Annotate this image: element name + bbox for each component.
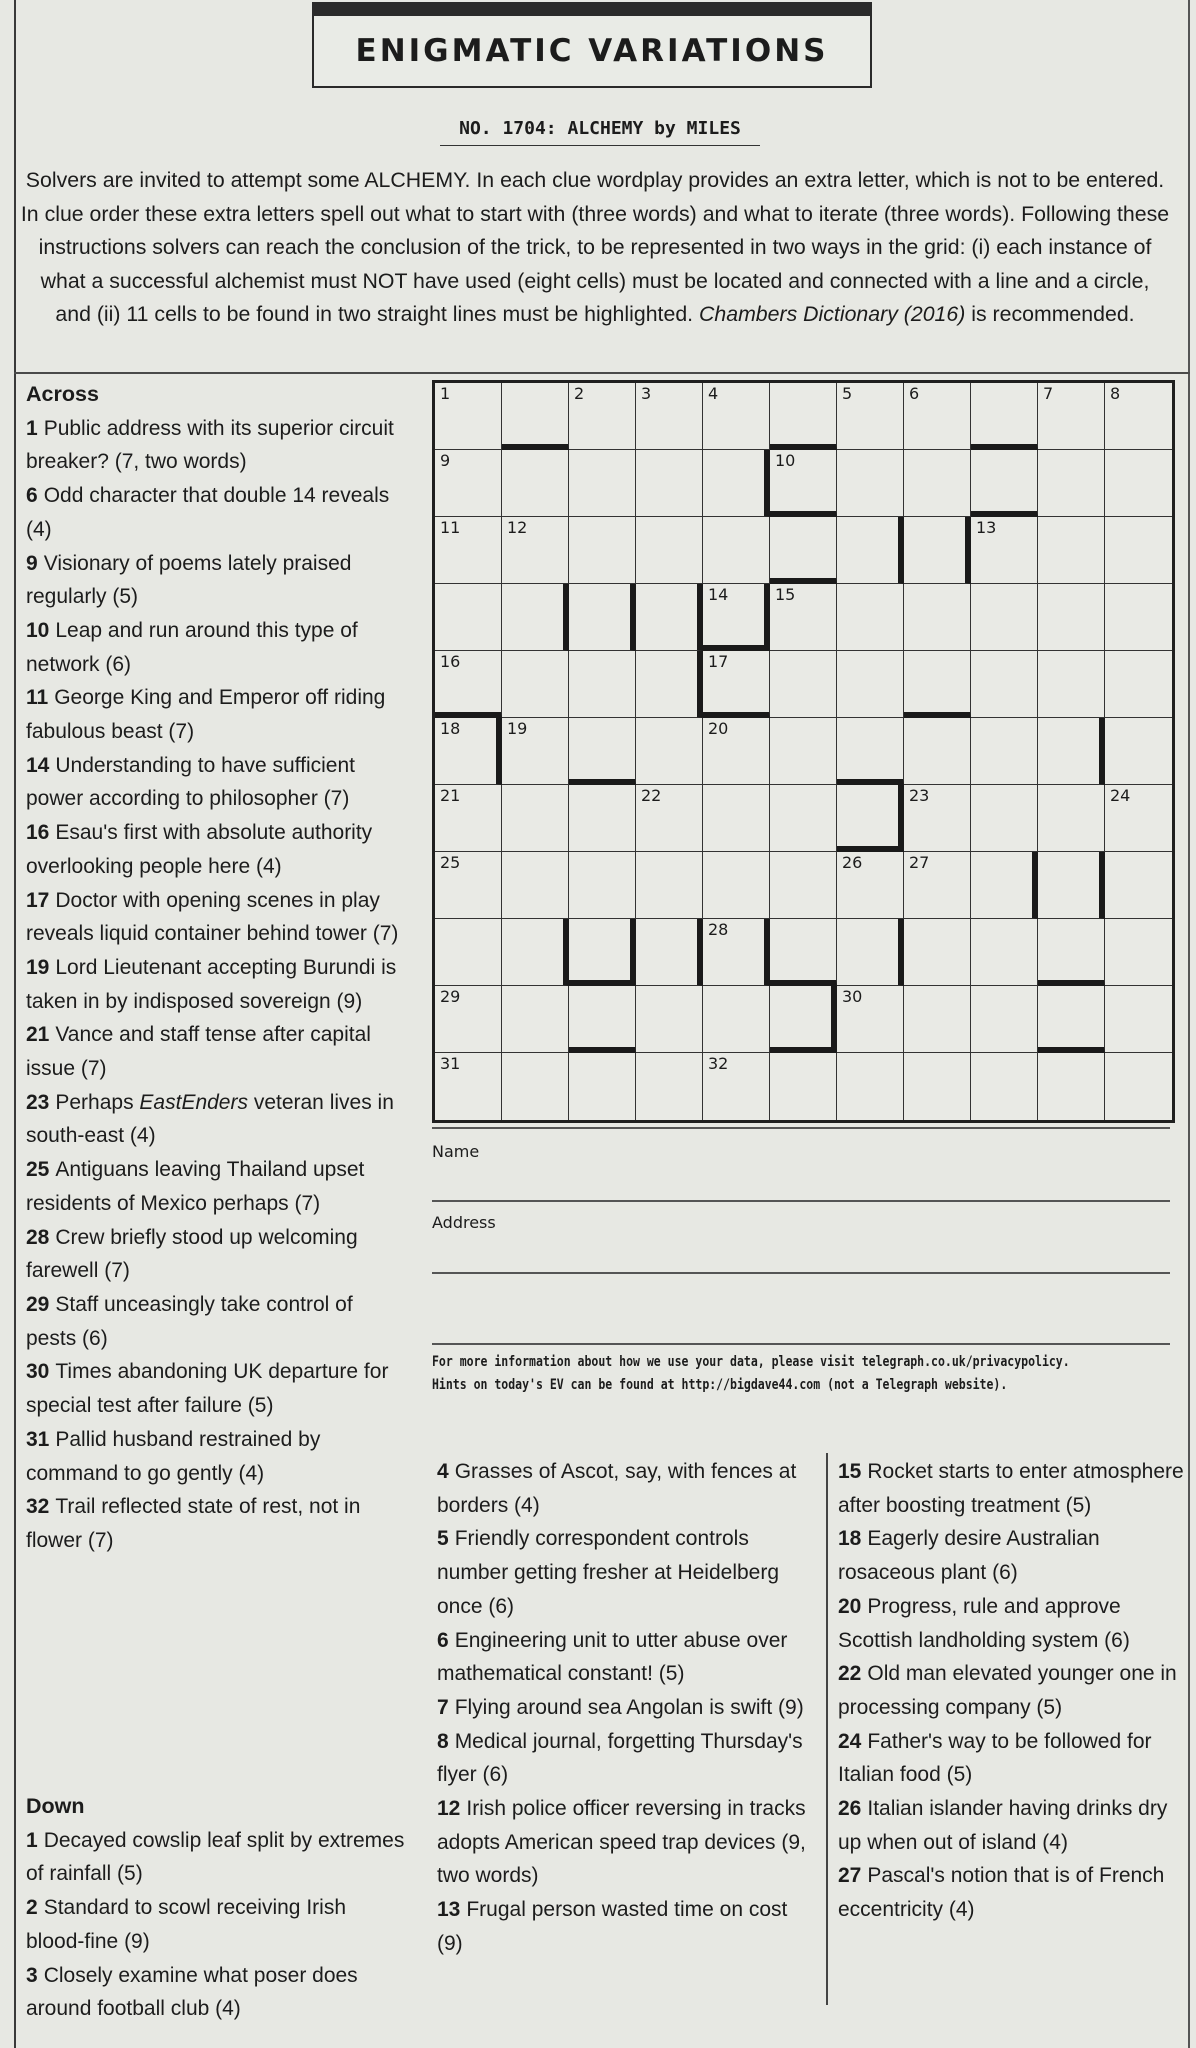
grid-cell[interactable] xyxy=(1038,718,1105,785)
grid-cell[interactable] xyxy=(904,383,971,450)
clue-text: Closely examine what poser does around football club (4) xyxy=(26,1963,358,2021)
cell-number: 10 xyxy=(775,451,796,470)
grid-cell[interactable] xyxy=(837,1053,904,1120)
cell-number: 16 xyxy=(440,652,461,671)
clue-number: 18 xyxy=(838,1527,862,1551)
clue-text: veteran lives in south-east (4) xyxy=(26,1090,394,1148)
grid-cell[interactable] xyxy=(502,383,569,450)
clue-text: Decayed cowslip leaf split by extremes of rainfall (5) xyxy=(26,1828,405,1886)
cell-number: 11 xyxy=(440,518,461,537)
grid-cell[interactable] xyxy=(1105,1053,1172,1120)
clue-number: 23 xyxy=(26,1090,50,1114)
grid-cell[interactable] xyxy=(904,651,971,718)
down-clue-18[interactable] xyxy=(838,1522,1188,1589)
clue-number: 8 xyxy=(437,1729,449,1753)
grid-cell[interactable] xyxy=(569,852,636,919)
preamble-end: is recommended. xyxy=(965,302,1135,326)
name-line[interactable] xyxy=(432,1200,1170,1202)
clue-number: 31 xyxy=(26,1427,50,1451)
grid-cell[interactable] xyxy=(770,517,837,584)
grid-cell[interactable] xyxy=(435,584,502,651)
form-line-top xyxy=(432,1127,1170,1129)
clue-text: Antiguans leaving Thailand upset residents of Mexico perhaps (7) xyxy=(26,1158,365,1215)
grid-cell[interactable] xyxy=(435,718,502,785)
cell-number: 2 xyxy=(574,384,585,403)
grid-cell[interactable] xyxy=(435,517,502,584)
grid-cell[interactable] xyxy=(837,852,904,919)
grid-cell[interactable] xyxy=(435,785,502,852)
cell-number: 15 xyxy=(775,585,796,604)
clue-number: 17 xyxy=(26,888,50,912)
cell-number: 30 xyxy=(842,987,863,1006)
grid-cell[interactable] xyxy=(636,1053,703,1120)
across-clue-17[interactable] xyxy=(26,884,404,951)
grid-cell[interactable] xyxy=(837,383,904,450)
clue-text: Doctor with opening scenes in play reveals liquid container behind tower (7) xyxy=(26,888,399,946)
crossword-grid[interactable] xyxy=(432,380,1175,1123)
clue-text: Frugal person wasted time on cost (9) xyxy=(437,1898,788,1955)
cell-number: 5 xyxy=(842,384,853,403)
grid-cell[interactable] xyxy=(1038,450,1105,517)
grid-cell[interactable] xyxy=(1105,919,1172,986)
address-label: Address xyxy=(432,1213,496,1232)
clue-text: Lord Lieutenant accepting Burundi is taken in by indisposed sovereign (9) xyxy=(26,955,397,1013)
grid-cell[interactable] xyxy=(971,785,1038,852)
grid-cell[interactable] xyxy=(971,1053,1038,1120)
grid-cell[interactable] xyxy=(971,651,1038,718)
down-clue-22[interactable] xyxy=(838,1657,1188,1724)
clue-number: 5 xyxy=(437,1527,449,1551)
grid-cell[interactable] xyxy=(435,651,502,718)
page-title: ENIGMATIC VARIATIONS xyxy=(355,33,829,69)
grid-cell[interactable] xyxy=(435,986,502,1053)
puzzle-subtitle: NO. 1704: ALCHEMY by MILES xyxy=(440,118,760,146)
grid-cell[interactable] xyxy=(1105,517,1172,584)
grid-cell[interactable] xyxy=(435,1053,502,1120)
cell-number: 31 xyxy=(440,1054,461,1073)
cell-number: 6 xyxy=(909,384,920,403)
clue-number: 32 xyxy=(26,1495,50,1519)
clue-number: 19 xyxy=(26,955,50,979)
hints-note: Hints on today's EV can be found at http://bigdave44.com (not a Telegraph website). xyxy=(432,1377,1008,1393)
across-clue-30[interactable] xyxy=(26,1355,404,1422)
clue-number: 30 xyxy=(26,1360,50,1384)
grid-cell[interactable] xyxy=(1105,584,1172,651)
grid-cell[interactable] xyxy=(1038,383,1105,450)
cell-number: 21 xyxy=(440,786,461,805)
cell-number: 27 xyxy=(909,853,930,872)
clue-text-italic: EastEnders xyxy=(139,1090,248,1114)
address-line-2[interactable] xyxy=(432,1343,1170,1345)
grid-cell[interactable] xyxy=(1105,651,1172,718)
clue-text: Trail reflected state of rest, not in flower (7) xyxy=(26,1495,361,1552)
grid-cell[interactable] xyxy=(837,919,904,986)
clue-number: 11 xyxy=(26,686,49,710)
grid-cell[interactable] xyxy=(435,383,502,450)
cell-number: 20 xyxy=(708,719,729,738)
grid-cell[interactable] xyxy=(971,986,1038,1053)
clue-number: 1 xyxy=(26,416,38,440)
grid-cell[interactable] xyxy=(1038,517,1105,584)
grid-cell[interactable] xyxy=(770,450,837,517)
cell-number: 4 xyxy=(708,384,719,403)
cell-number: 26 xyxy=(842,853,863,872)
clue-text: Pascal's notion that is of French eccentricity (4) xyxy=(838,1864,1165,1922)
down-clue-27[interactable] xyxy=(838,1859,1188,1926)
across-clue-16[interactable] xyxy=(26,816,404,883)
name-label: Name xyxy=(432,1142,480,1161)
grid-cell[interactable] xyxy=(502,852,569,919)
grid-cell[interactable] xyxy=(636,852,703,919)
clue-text: Engineering unit to utter abuse over mathematical constant! (5) xyxy=(437,1628,788,1686)
cell-number: 7 xyxy=(1043,384,1054,403)
clue-number: 2 xyxy=(26,1896,38,1920)
grid-cell[interactable] xyxy=(569,919,636,986)
cell-number: 19 xyxy=(507,719,528,738)
grid-cell[interactable] xyxy=(1105,450,1172,517)
across-clue-11[interactable] xyxy=(26,681,404,748)
down-clue-7[interactable] xyxy=(437,1691,817,1725)
grid-cell[interactable] xyxy=(770,584,837,651)
grid-cell[interactable] xyxy=(1038,1053,1105,1120)
grid-cell[interactable] xyxy=(971,718,1038,785)
grid-cell[interactable] xyxy=(1105,852,1172,919)
cell-number: 3 xyxy=(641,384,652,403)
grid-cell[interactable] xyxy=(636,919,703,986)
clue-number: 13 xyxy=(437,1898,461,1922)
grid-cell[interactable] xyxy=(770,852,837,919)
grid-cell[interactable] xyxy=(1105,718,1172,785)
grid-cell[interactable] xyxy=(502,517,569,584)
across-clue-23[interactable] xyxy=(26,1086,404,1153)
grid-cell[interactable] xyxy=(569,986,636,1053)
grid-cell[interactable] xyxy=(502,785,569,852)
clue-text: George King and Emperor off riding fabulous beast (7) xyxy=(26,686,386,744)
grid-cell[interactable] xyxy=(1038,651,1105,718)
across-heading: Across xyxy=(26,382,99,406)
across-clue-10[interactable] xyxy=(26,614,404,681)
across-clue-6[interactable] xyxy=(26,479,404,546)
grid-cell[interactable] xyxy=(569,785,636,852)
across-clue-25[interactable] xyxy=(26,1153,404,1220)
clue-number: 15 xyxy=(838,1460,862,1483)
clue-number: 12 xyxy=(437,1797,461,1821)
grid-cell[interactable] xyxy=(904,986,971,1053)
down-clue-2[interactable] xyxy=(26,1891,406,1958)
down-clue-15[interactable] xyxy=(838,1455,1188,1522)
down-clue-5[interactable] xyxy=(437,1522,817,1623)
address-line-1[interactable] xyxy=(432,1272,1170,1274)
preamble xyxy=(20,164,1170,332)
grid-cell[interactable] xyxy=(636,584,703,651)
privacy-note: For more information about how we use your data, please visit telegraph.co.uk/privacypolicy. xyxy=(432,1354,1070,1370)
cell-number: 32 xyxy=(708,1054,729,1073)
clue-number: 29 xyxy=(26,1292,50,1316)
clue-text: Standard to scowl receiving Irish blood-fine (9) xyxy=(26,1896,346,1953)
clue-text: Italian islander having drinks dry up when out of island (4) xyxy=(838,1797,1168,1854)
grid-cell[interactable] xyxy=(837,986,904,1053)
clue-text: Pallid husband restrained by command to go gently (4) xyxy=(26,1427,321,1485)
across-clue-9[interactable] xyxy=(26,547,404,614)
grid-cell[interactable] xyxy=(971,383,1038,450)
cell-number: 1 xyxy=(440,384,451,403)
grid-cell[interactable] xyxy=(502,651,569,718)
preamble-text: Solvers are invited to attempt some ALCHEMY. In each clue wordplay provides an extra letter, which is not to be entered. In clue order these extra letters spell out what to start with (three words) and what to iterate (three words). Following these instructions solvers can reach the conclusion of the trick, to be represented in two ways in the grid: (i) each instance of what a successful alchemist must NOT have used (eight cells) must be located and connected with a line and a circle, and (ii) 11 cells to be found in two straight lines must be highlighted. xyxy=(20,168,1170,326)
grid-cell[interactable] xyxy=(904,919,971,986)
grid-cell[interactable] xyxy=(971,450,1038,517)
across-clue-14[interactable] xyxy=(26,749,404,816)
across-clue-19[interactable] xyxy=(26,951,404,1018)
clue-number: 10 xyxy=(26,618,50,642)
cell-number: 28 xyxy=(708,920,729,939)
grid-cell[interactable] xyxy=(703,986,770,1053)
grid-cell[interactable] xyxy=(703,383,770,450)
grid-cell[interactable] xyxy=(837,450,904,517)
right-border xyxy=(1188,0,1190,2048)
clue-number: 20 xyxy=(838,1594,862,1618)
grid-cell[interactable] xyxy=(636,718,703,785)
grid-cell[interactable] xyxy=(502,919,569,986)
clue-text: Esau's first with absolute authority overlooking people here (4) xyxy=(26,821,373,878)
clue-text: Crew briefly stood up welcoming farewell (7) xyxy=(26,1225,358,1283)
cell-number: 13 xyxy=(976,518,997,537)
clue-number: 14 xyxy=(26,753,50,777)
grid-cell[interactable] xyxy=(770,383,837,450)
grid-cell[interactable] xyxy=(904,785,971,852)
clue-text: Friendly correspondent controls number getting fresher at Heidelberg once (6) xyxy=(437,1527,780,1618)
grid-cell[interactable] xyxy=(904,718,971,785)
cell-number: 23 xyxy=(909,786,930,805)
clue-number: 6 xyxy=(26,484,38,508)
down-clue-26[interactable] xyxy=(838,1792,1188,1859)
clue-number: 1 xyxy=(26,1828,38,1852)
grid-cell[interactable] xyxy=(770,651,837,718)
grid-cell[interactable] xyxy=(1105,986,1172,1053)
grid-cell[interactable] xyxy=(837,785,904,852)
grid-cell[interactable] xyxy=(837,584,904,651)
grid-cell[interactable] xyxy=(1038,986,1105,1053)
cell-number: 18 xyxy=(440,719,461,738)
across-clue-31[interactable] xyxy=(26,1423,404,1490)
across-clue-21[interactable] xyxy=(26,1018,404,1085)
grid-cell[interactable] xyxy=(502,718,569,785)
grid-cell[interactable] xyxy=(502,450,569,517)
grid-cell[interactable] xyxy=(703,651,770,718)
grid-cell[interactable] xyxy=(502,1053,569,1120)
grid-cell[interactable] xyxy=(837,517,904,584)
clue-text: Father's way to be followed for Italian food (5) xyxy=(838,1729,1152,1787)
grid-cell[interactable] xyxy=(971,852,1038,919)
grid-cell[interactable] xyxy=(904,1053,971,1120)
down-clue-1[interactable] xyxy=(26,1824,406,1891)
grid-cell[interactable] xyxy=(569,450,636,517)
cell-number: 17 xyxy=(708,652,729,671)
clue-number: 9 xyxy=(26,551,38,575)
grid-cell[interactable] xyxy=(569,718,636,785)
grid-cell[interactable] xyxy=(770,1053,837,1120)
down-clue-6[interactable] xyxy=(437,1624,817,1691)
cell-number: 8 xyxy=(1110,384,1121,403)
grid-cell[interactable] xyxy=(502,986,569,1053)
clue-number: 27 xyxy=(838,1864,862,1888)
clue-text: Medical journal, forgetting Thursday's flyer (6) xyxy=(437,1729,803,1787)
grid-cell[interactable] xyxy=(435,919,502,986)
clue-text: Rocket starts to enter atmosphere after boosting treatment (5) xyxy=(838,1460,1184,1517)
grid-cell[interactable] xyxy=(636,450,703,517)
grid-cell[interactable] xyxy=(636,517,703,584)
cell-number: 14 xyxy=(708,585,729,604)
grid-cell[interactable] xyxy=(569,1053,636,1120)
across-clue-32[interactable] xyxy=(26,1490,404,1557)
grid-cell[interactable] xyxy=(1038,785,1105,852)
grid-cell[interactable] xyxy=(703,584,770,651)
grid-cell[interactable] xyxy=(636,383,703,450)
clue-text: Grasses of Ascot, say, with fences at borders (4) xyxy=(437,1460,797,1517)
clue-number: 28 xyxy=(26,1225,50,1249)
down-clue-24[interactable] xyxy=(838,1725,1188,1792)
down-heading: Down xyxy=(26,1794,85,1818)
grid-cell[interactable] xyxy=(703,718,770,785)
grid-cell[interactable] xyxy=(1038,852,1105,919)
clue-text: Flying around sea Angolan is swift (9) xyxy=(454,1695,804,1719)
clue-text: Leap and run around this type of network (6) xyxy=(26,618,358,676)
grid-cell[interactable] xyxy=(636,785,703,852)
clue-number: 3 xyxy=(26,1963,38,1987)
cell-number: 24 xyxy=(1110,786,1131,805)
left-border xyxy=(14,0,16,2048)
clue-text: Old man elevated younger one in processing company (5) xyxy=(838,1662,1177,1719)
grid-cell[interactable] xyxy=(904,450,971,517)
preamble-dictionary: Chambers Dictionary (2016) xyxy=(699,302,966,326)
down-clue-8[interactable] xyxy=(437,1725,817,1792)
grid-cell[interactable] xyxy=(770,785,837,852)
clue-text: Public address with its superior circuit breaker? (7, two words) xyxy=(26,416,394,474)
cell-number: 22 xyxy=(641,786,662,805)
grid-cell[interactable] xyxy=(1038,919,1105,986)
clue-text: Staff unceasingly take control of pests (6) xyxy=(26,1292,353,1350)
across-clue-28[interactable] xyxy=(26,1221,404,1288)
clue-text-pre: Perhaps xyxy=(55,1090,140,1114)
down-clue-13[interactable] xyxy=(437,1893,817,1960)
grid-cell[interactable] xyxy=(971,919,1038,986)
grid-cell[interactable] xyxy=(569,517,636,584)
grid-cell[interactable] xyxy=(971,517,1038,584)
grid-cell[interactable] xyxy=(569,584,636,651)
grid-cell[interactable] xyxy=(703,919,770,986)
cell-number: 25 xyxy=(440,853,461,872)
down-clue-4[interactable] xyxy=(437,1455,817,1522)
grid-cell[interactable] xyxy=(703,450,770,517)
privacy-notes xyxy=(432,1351,1188,1397)
clue-text: Odd character that double 14 reveals (4) xyxy=(26,484,390,541)
clue-number: 24 xyxy=(838,1729,862,1753)
across-clue-29[interactable] xyxy=(26,1288,404,1355)
grid-cell[interactable] xyxy=(904,584,971,651)
cell-number: 12 xyxy=(507,518,528,537)
grid-cell[interactable] xyxy=(502,584,569,651)
clue-text: Times abandoning UK departure for special test after failure (5) xyxy=(26,1360,389,1418)
grid-cell[interactable] xyxy=(904,852,971,919)
across-list xyxy=(26,412,404,1558)
grid-cell[interactable] xyxy=(569,651,636,718)
clue-number: 21 xyxy=(26,1023,50,1047)
grid-cell[interactable] xyxy=(435,852,502,919)
clue-text: Understanding to have sufficient power according to philosopher (7) xyxy=(26,753,355,811)
grid-cell[interactable] xyxy=(636,651,703,718)
clue-number: 6 xyxy=(437,1628,449,1652)
clue-text: Eagerly desire Australian rosaceous plant (6) xyxy=(838,1527,1100,1585)
cell-number: 9 xyxy=(440,451,451,470)
title-banner xyxy=(312,2,872,88)
grid-cell[interactable] xyxy=(1038,584,1105,651)
grid-cell[interactable] xyxy=(703,852,770,919)
grid-cell[interactable] xyxy=(770,919,837,986)
clue-number: 4 xyxy=(437,1460,449,1483)
grid-cell[interactable] xyxy=(1105,383,1172,450)
grid-cell[interactable] xyxy=(569,383,636,450)
clue-number: 25 xyxy=(26,1158,50,1182)
column-divider xyxy=(826,1453,828,2005)
grid-cell[interactable] xyxy=(837,718,904,785)
grid-cell[interactable] xyxy=(435,450,502,517)
section-divider xyxy=(14,372,1190,374)
grid-cell[interactable] xyxy=(703,517,770,584)
clue-text: Visionary of poems lately praised regularly (5) xyxy=(26,551,352,609)
clue-text: Vance and staff tense after capital issue (7) xyxy=(26,1023,371,1081)
clue-number: 7 xyxy=(437,1695,449,1719)
down-list-1 xyxy=(26,1824,406,2026)
down-clue-12[interactable] xyxy=(437,1792,817,1893)
clue-text: Irish police officer reversing in tracks adopts American speed trap devices (9, two words) xyxy=(437,1797,806,1888)
grid-cell[interactable] xyxy=(770,718,837,785)
clue-number: 22 xyxy=(838,1662,862,1686)
clue-number: 26 xyxy=(838,1797,862,1821)
cell-number: 29 xyxy=(440,987,461,1006)
down-clues-col3 xyxy=(838,1455,1188,1927)
grid-cell[interactable] xyxy=(837,651,904,718)
down-clue-3[interactable] xyxy=(26,1959,406,2026)
grid-cell[interactable] xyxy=(971,584,1038,651)
across-clue-1[interactable] xyxy=(26,412,404,479)
grid-cell[interactable] xyxy=(1105,785,1172,852)
clue-text: Progress, rule and approve Scottish landholding system (6) xyxy=(838,1594,1130,1652)
down-clues-col1 xyxy=(26,1790,406,2026)
clue-number: 16 xyxy=(26,821,50,845)
grid-cell[interactable] xyxy=(636,986,703,1053)
down-clues-col2 xyxy=(437,1455,817,1961)
down-clue-20[interactable] xyxy=(838,1590,1188,1657)
grid-cell[interactable] xyxy=(703,1053,770,1120)
grid-cell[interactable] xyxy=(904,517,971,584)
grid-cell[interactable] xyxy=(770,986,837,1053)
grid-cell[interactable] xyxy=(703,785,770,852)
across-clues xyxy=(26,378,404,1558)
